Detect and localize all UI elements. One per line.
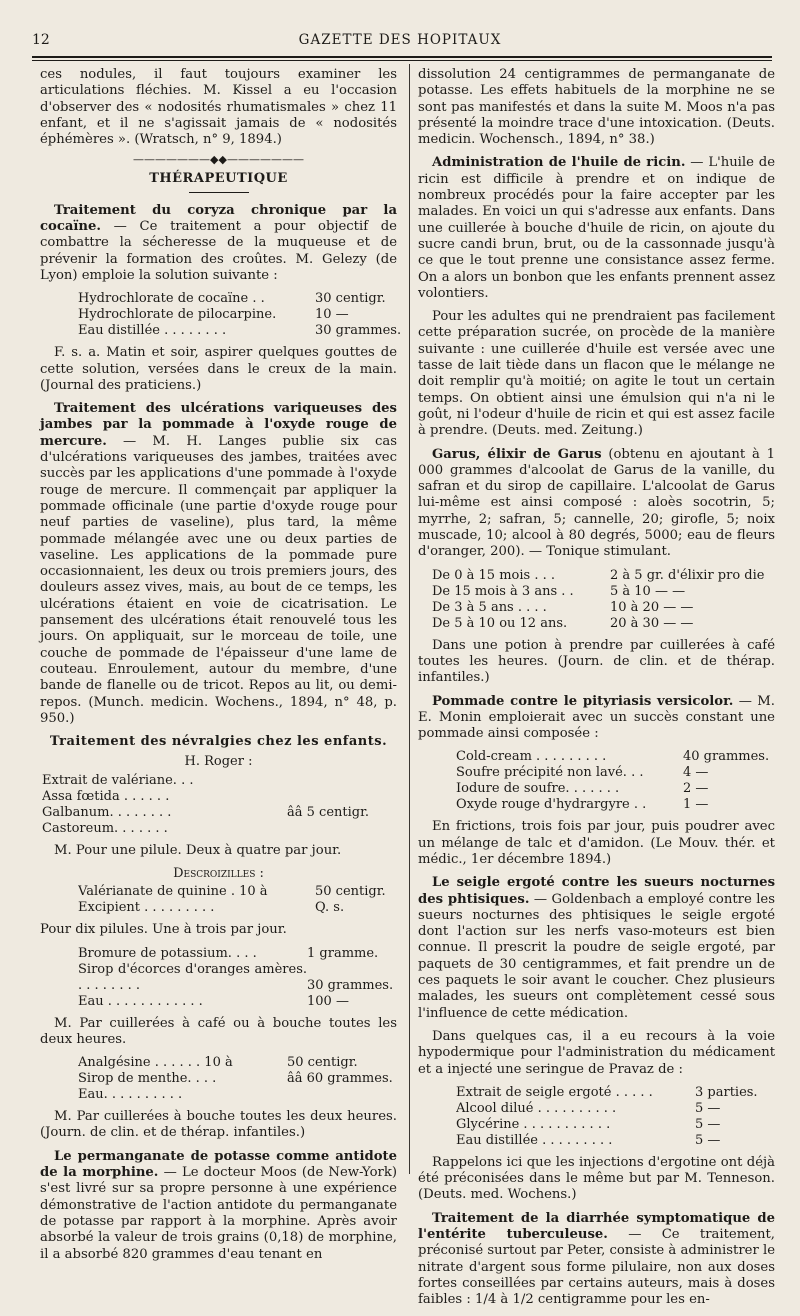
rx-row: Hydrochlorate de cocaïne . . 30 centigr.: [78, 291, 386, 307]
rx-row: Eau. . . . . . . . . .: [78, 1087, 183, 1103]
header-rule-thin: [32, 60, 772, 61]
rx-row: Soufre précipité non lavé. . . 4 —: [456, 765, 709, 781]
paragraph: Pour dix pilules. Une à trois par jour.: [40, 922, 287, 938]
short-rule: [189, 192, 249, 193]
article-seigle: Le seigle ergoté contre les sueurs nocturnes des phtisiques. — Goldenbach a employé contre les sueurs nocturnes des phtisiques le seigle ergoté dont l'action sur les nerfs vaso-moteurs est bien connue. Il prescrit la poudre de seigle ergoté, par paquets de 30 centigrammes, et fait prendre un de ces paquets le soir avant le coucher. Chez plusieurs malades, les sueurs ont complètement cessé sous l'influence de cette médication.: [418, 875, 776, 1021]
article-title: Traitement du coryza chronique par la cocaïne.: [40, 202, 397, 235]
rx-row: Eau distillée . . . . . . . . 30 grammes.: [78, 323, 402, 339]
page-number: 12: [32, 32, 50, 48]
prescription: [42, 773, 397, 837]
article-garus: Garus, élixir de Garus (obtenu en ajoutant à 1 000 grammes d'alcoolat de Garus de la vanille, du safran et du sirop de capillaire. L'alcoolat de Garus lui-même est ainsi composé : aloès socotrin, 5; myrrhe, 2; safran, 5; cannelle, 20; girofle, 5; noix muscade, 10; alcool à 80 degrés, 5000; eau de fleurs d'oranger, 200). — Tonique stimulant.: [418, 446, 776, 560]
prescription: [78, 946, 397, 1010]
rx-row: Extrait de seigle ergoté . . . . . 3 parties.: [456, 1084, 758, 1100]
running-title: GAZETTE DES HOPITAUX: [298, 32, 502, 48]
paragraph: Dans une potion à prendre par cuillerées à café toutes les heures. (Journ. de clin. et de thérap. infantiles.): [418, 637, 775, 686]
article-title: Traitement de la diarrhée symptomatique de l'entérite tuberculeuse.: [418, 1210, 775, 1243]
rx-row: De 15 mois à 3 ans . . 5 à 10 — —: [432, 583, 686, 599]
rx-row: Castoreum. . . . . . .: [42, 820, 168, 836]
rx-row: Assa fœtida . . . . . .: [42, 788, 170, 804]
rx-row: Galbanum. . . . . . . . ââ 5 centigr.: [42, 804, 370, 820]
paragraph: Pour les adultes qui ne prendraient pas facilement cette préparation sucrée, on procède de la manière suivante : une cuillerée d'huile est versée avec une tasse de lait tiède dans un flacon que le mélange ne doit remplir qu'à moitié; on agite le tout un certain temps. On obtient ainsi une émulsion qui n'a ni le goût, ni l'odeur d'huile de ricin et qui est assez facile à prendre. (Deuts. med. Zeitung.): [418, 309, 775, 439]
article-title: Traitement des ulcérations variqueuses des jambes par la pommade à l'oxyde rouge de mercure.: [40, 401, 397, 449]
prescription: [456, 749, 775, 813]
article-title: Garus, élixir de Garus: [432, 446, 602, 462]
article-title: Le permanganate de potasse comme antidote de la morphine.: [40, 1148, 397, 1181]
paragraph: M. Pour une pilule. Deux à quatre par jour.: [54, 842, 342, 858]
rx-row: Excipient . . . . . . . . . Q. s.: [78, 900, 345, 916]
right-column: [418, 67, 775, 1316]
left-column: [40, 67, 402, 1270]
author-roger: H. Roger :: [184, 754, 253, 770]
paragraph: F. s. a. Matin et soir, aspirer quelques gouttes de cette solution, versées dans le creux de la main. (Journal des praticiens.): [40, 345, 397, 393]
article-title: Traitement des névralgies chez les enfants.: [49, 734, 388, 750]
header-rule: [32, 56, 772, 58]
rx-row: Oxyde rouge d'hydrargyre . . 1 —: [456, 797, 709, 813]
rx-row: De 3 à 5 ans . . . . 10 à 20 — —: [432, 599, 694, 615]
rx-row: Sirop de menthe. . . . ââ 60 grammes.: [78, 1071, 393, 1087]
paragraph: Dans quelques cas, il a eu recours à la voie hypodermique pour l'administration du médicament et a injecté une seringue de Pravaz de :: [418, 1028, 775, 1077]
paragraph: M. Par cuillerées à café ou à bouche toutes les deux heures.: [40, 1015, 397, 1047]
page-header: [30, 30, 770, 54]
article-ulcerations: Traitement des ulcérations variqueuses des jambes par la pommade à l'oxyde rouge de mercure. — M. H. Langes publie six cas d'ulcérations variqueuses des jambes, traitées avec succès par les applications d'une pommade à l'oxyde rouge de mercure. Il commençait par appliquer la pommade officinale (une partie d'oxyde rouge pour neuf parties de vaseline), plus tard, la même pommade mélangée avec une ou deux parties de vaseline. Les applications de la pommade pure occasionnaient, les deux ou trois premiers jours, des douleurs assez vives, mais, au bout de ce temps, les ulcérations étaient en voie de cicatrisation. Le pansement des ulcérations était renouvelé tous les jours. On appliquait, sur le morceau de toile, une couche de pommade de l'épaisseur d'une lame de couteau. Enroulement, autour du membre, d'une bande de flanelle ou de tricot. Repos au lit, ou demi-repos. (Munch. medicin. Wochens., 1894, n° 48, p. 950.): [40, 401, 397, 726]
rx-row: De 0 à 15 mois . . . 2 à 5 gr. d'élixir pro die: [432, 567, 765, 583]
paragraph: ces nodules, il faut toujours examiner les articulations fléchies. M. Kissel a eu l'occasion d'observer des « nodosités rhumatismales » chez 11 enfant, et il ne s'agissait jamais de « nodosités éphémères ». (Wratsch, n° 9, 1894.): [40, 67, 397, 148]
prescription: [78, 291, 402, 339]
rx-row: Cold-cream . . . . . . . . . 40 grammes.: [456, 749, 770, 765]
article-title: Administration de l'huile de ricin.: [432, 155, 686, 171]
rx-row: Bromure de potassium. . . . 1 gramme.: [78, 945, 379, 961]
paragraph: dissolution 24 centigrammes de permanganate de potasse. Les effets habituels de la morphine ne se sont pas manifestés et dans la suite M. Moos n'a pas présenté la moindre trace d'une intoxication. (Deuts. medicin. Wochensch., 1894, n° 38.): [418, 67, 775, 148]
dosage-table: [432, 568, 775, 632]
article-ricin: Administration de l'huile de ricin. — L'huile de ricin est difficile à prendre et on indique de nombreux procédés pour la faire accepter par les malades. En voici un qui s'adresse aux enfants. Dans une cuillerée à bouche d'huile de ricin, on ajoute du sucre candi brun, brut, ou de la cassonnade jusqu'à ce que le tout prenne une consistance assez ferme. On a alors un bonbon que les enfants prennent assez volontiers.: [418, 155, 776, 301]
rx-row: Analgésine . . . . . . 10 à 50 centigr.: [78, 1055, 358, 1071]
rx-row: Eau distillée . . . . . . . . . 5 —: [456, 1132, 721, 1148]
article-pityriasis: Pommade contre le pityriasis versicolor. — M. E. Monin emploierait avec un succès constant une pommade ainsi composée :: [418, 693, 775, 742]
section-title: THÉRAPEUTIQUE: [149, 171, 288, 187]
article-permanganate: Le permanganate de potasse comme antidote de la morphine. — Le docteur Moos (de New-York) s'est livré sur sa propre personne à une expérience démonstrative de l'action antidote du permanganate de potasse par rapport à la morphine. Après avoir absorbé la valeur de trois grains (0,18) de morphine, il a absorbé 820 grammes d'eau tenant en: [40, 1148, 397, 1262]
rx-row: Eau . . . . . . . . . . . . 100 —: [78, 993, 349, 1009]
article-diarrhee: Traitement de la diarrhée symptomatique de l'entérite tuberculeuse. — Ce traitement, préconisé surtout par Peter, consiste à administrer le nitrate d'argent sous forme pilulaire, non aux doses fortes conseillées par certains auteurs, mais à doses faibles : 1/4 à 1/2 centigramme pour les en-: [418, 1210, 775, 1308]
article-title: Le seigle ergoté contre les sueurs nocturnes des phtisiques.: [418, 875, 775, 907]
rx-row: Glycérine . . . . . . . . . . . 5 —: [456, 1116, 721, 1132]
prescription: [456, 1085, 775, 1149]
paragraph: M. Par cuillerées à bouche toutes les deux heures. (Journ. de clin. et de thérap. infantiles.): [40, 1109, 397, 1141]
rx-row: Extrait de valériane. . .: [42, 772, 194, 788]
paragraph: Rappelons ici que les injections d'ergotine ont déjà été préconisées dans le même but par M. Tenneson. (Deuts. med. Wochens.): [418, 1154, 775, 1203]
prescription: [78, 1055, 397, 1103]
paragraph: En frictions, trois fois par jour, puis poudrer avec un mélange de talc et d'amidon. (Le Mouv. thér. et médic., 1er décembre 1894.): [418, 819, 775, 867]
rx-row: Alcool dilué . . . . . . . . . . 5 —: [456, 1100, 721, 1116]
rx-row: Hydrochlorate de pilocarpine. 10 —: [78, 307, 349, 323]
rx-row: De 5 à 10 ou 12 ans. 20 à 30 — —: [432, 615, 694, 631]
rx-row: Sirop d'écorces d'oranges amères. . . . . . . . . 30 grammes.: [78, 961, 394, 993]
article-coryza: Traitement du coryza chronique par la cocaïne. — Ce traitement a pour objectif de combattre la sécheresse de la muqueuse et de prévenir la formation des croûtes. M. Gelezy (de Lyon) emploie la solution suivante :: [40, 202, 397, 283]
ornament-divider: ———————◆◆———————: [133, 153, 304, 167]
author-descroizilles: Descroizilles :: [173, 865, 264, 881]
rx-row: Valérianate de quinine . 10 à 50 centigr.: [78, 884, 386, 900]
prescription: [78, 884, 397, 916]
column-divider: [409, 64, 410, 1174]
rx-row: Iodure de soufre. . . . . . . 2 —: [456, 781, 709, 797]
article-title: Pommade contre le pityriasis versicolor.: [432, 693, 734, 709]
